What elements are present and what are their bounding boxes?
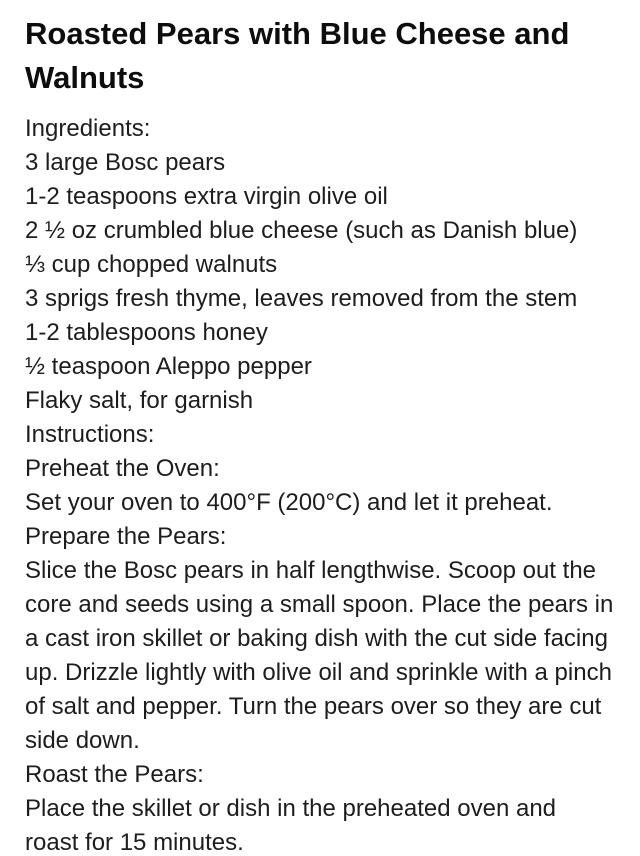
step-text: Set your oven to 400°F (200°C) and let it preheat. <box>25 489 553 516</box>
ingredient-item: 2 ½ oz crumbled blue cheese (such as Danish blue) <box>25 217 578 244</box>
step-text: Place the skillet or dish in the preheated oven and roast for 15 minutes. <box>25 795 557 856</box>
ingredients-heading: Ingredients: <box>25 115 151 142</box>
ingredient-item: 1-2 tablespoons honey <box>25 319 268 346</box>
recipe-title: Roasted Pears with Blue Cheese and Walnuts <box>25 16 570 95</box>
step-label: Prepare the Pears: <box>25 523 227 550</box>
ingredient-item: 3 large Bosc pears <box>25 149 226 176</box>
ingredient-item: ½ teaspoon Aleppo pepper <box>25 353 312 380</box>
step-label: Preheat the Oven: <box>25 455 220 482</box>
step-text: Slice the Bosc pears in half lengthwise. Scoop out the core and seeds using a small spoon. Place the pears in a cast iron skillet or baking dish with the cut side facing up. Drizzle lightly with olive oil and sprinkle with a pinch of salt and pepper. Turn the pears over so they are cut side down. <box>25 557 614 754</box>
recipe-body <box>25 112 615 856</box>
ingredient-item: 3 sprigs fresh thyme, leaves removed from the stem <box>25 285 578 312</box>
step-label: Roast the Pears: <box>25 761 204 788</box>
ingredient-item: ⅓ cup chopped walnuts <box>25 251 278 278</box>
ingredient-item: Flaky salt, for garnish <box>25 387 254 414</box>
ingredient-item: 1-2 teaspoons extra virgin olive oil <box>25 183 388 210</box>
instructions-heading: Instructions: <box>25 421 155 448</box>
